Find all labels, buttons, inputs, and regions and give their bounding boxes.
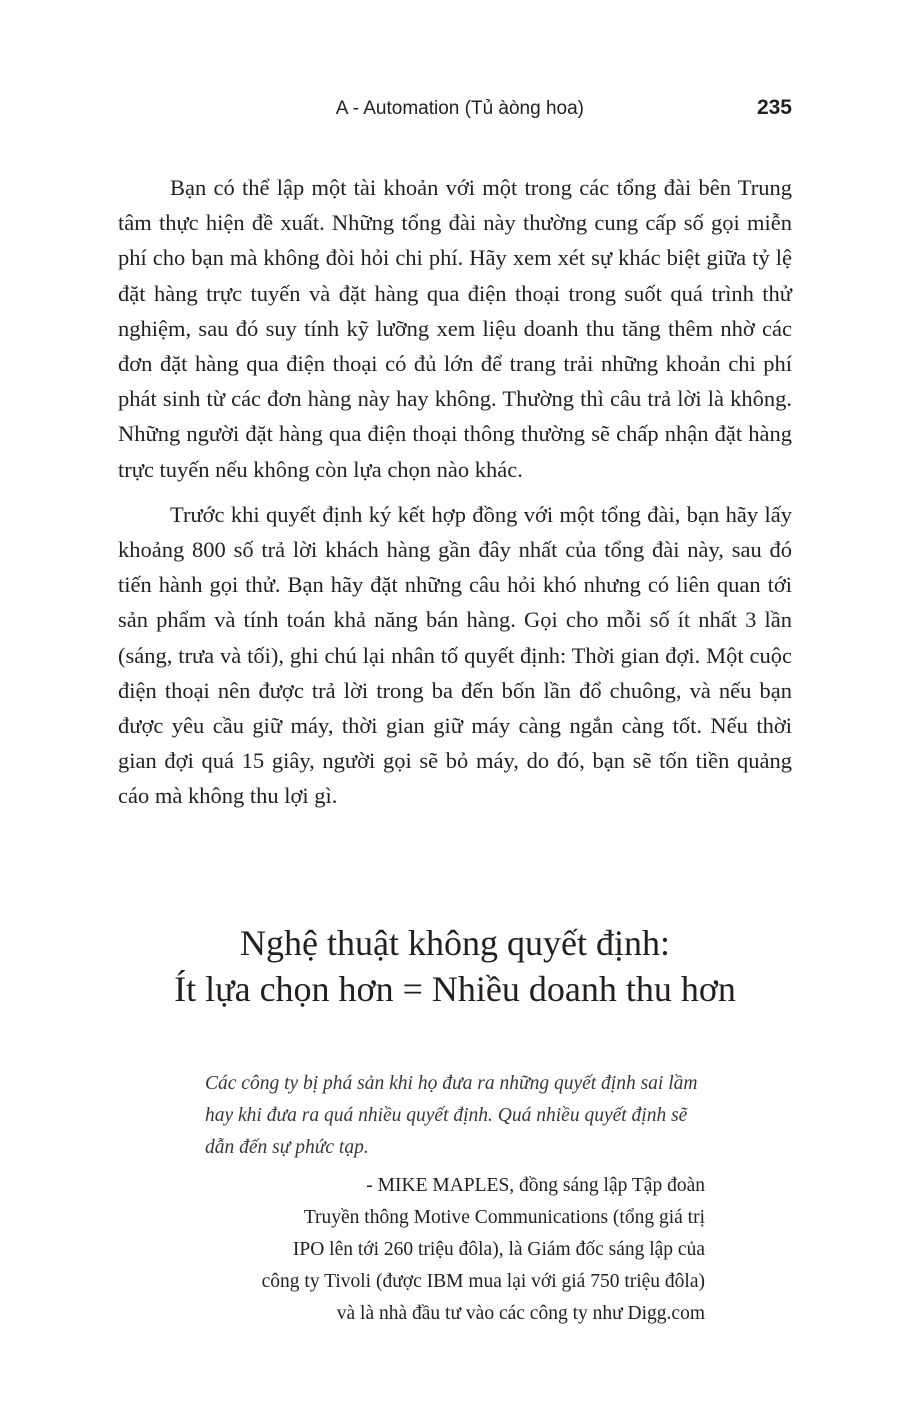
paragraph: Bạn có thể lập một tài khoản với một trong các tổng đài bên Trung tâm thực hiện đề xuất. Những tổng đài này thường cung cấp số gọi miễn phí cho bạn mà không đòi hỏi chi phí. Hãy xem xét sự khác biệt giữa tỷ lệ đặt hàng trực tuyến và đặt hàng qua điện thoại trong suốt quá trình thử nghiệm, sau đó suy tính kỹ lưỡng xem liệu doanh thu tăng thêm nhờ các đơn đặt hàng qua điện thoại có đủ lớn để trang trải những khoản chi phí phát sinh từ các đơn hàng này hay không. Thường thì câu trả lời là không. Những người đặt hàng qua điện thoại thông thường sẽ chấp nhận đặt hàng trực tuyến nếu không còn lựa chọn nào khác. xyxy=(118,175,792,482)
body-text xyxy=(118,170,792,814)
page-number: 235 xyxy=(756,96,792,119)
epigraph-attribution xyxy=(205,1170,705,1330)
section-heading-line: Nghệ thuật không quyết định: xyxy=(240,923,670,963)
attribution-line: IPO lên tới 260 triệu đôla), là Giám đốc sáng lập của xyxy=(292,1239,705,1260)
attribution-line: và là nhà đầu tư vào các công ty như Digg.com xyxy=(336,1303,705,1324)
running-title: A - Automation (Tủ àòng hoa) xyxy=(335,98,584,119)
section-heading xyxy=(118,920,792,1012)
epigraph xyxy=(205,1068,705,1330)
paragraph: Trước khi quyết định ký kết hợp đồng với một tổng đài, bạn hãy lấy khoảng 800 số trả lời khách hàng gần đây nhất của tổng đài này, sau đó tiến hành gọi thử. Bạn hãy đặt những câu hỏi khó nhưng có liên quan tới sản phẩm và tính toán khả năng bán hàng. Gọi cho mỗi số ít nhất 3 lần (sáng, trưa và tối), ghi chú lại nhân tố quyết định: Thời gian đợi. Một cuộc điện thoại nên được trả lời trong ba đến bốn lần đổ chuông, và nếu bạn được yêu cầu giữ máy, thời gian giữ máy càng ngắn càng tốt. Nếu thời gian đợi quá 15 giây, người gọi sẽ bỏ máy, do đó, bạn sẽ tốn tiền quảng cáo mà không thu lợi gì. xyxy=(118,501,792,809)
section-heading-line: Ít lựa chọn hơn = Nhiều doanh thu hơn xyxy=(174,969,736,1009)
attribution-line: - MIKE MAPLES, đồng sáng lập Tập đoàn xyxy=(366,1175,705,1196)
epigraph-quote: Các công ty bị phá sản khi họ đưa ra những quyết định sai lầm hay khi đưa ra quá nhiều quyết định. Quá nhiều quyết định sẽ dẫn đến sự phức tạp. xyxy=(205,1073,698,1158)
attribution-line: Truyền thông Motive Communications (tổng giá trị xyxy=(303,1207,705,1228)
attribution-line: công ty Tivoli (được IBM mua lại với giá 750 triệu đôla) xyxy=(261,1271,705,1292)
running-header xyxy=(118,94,792,126)
